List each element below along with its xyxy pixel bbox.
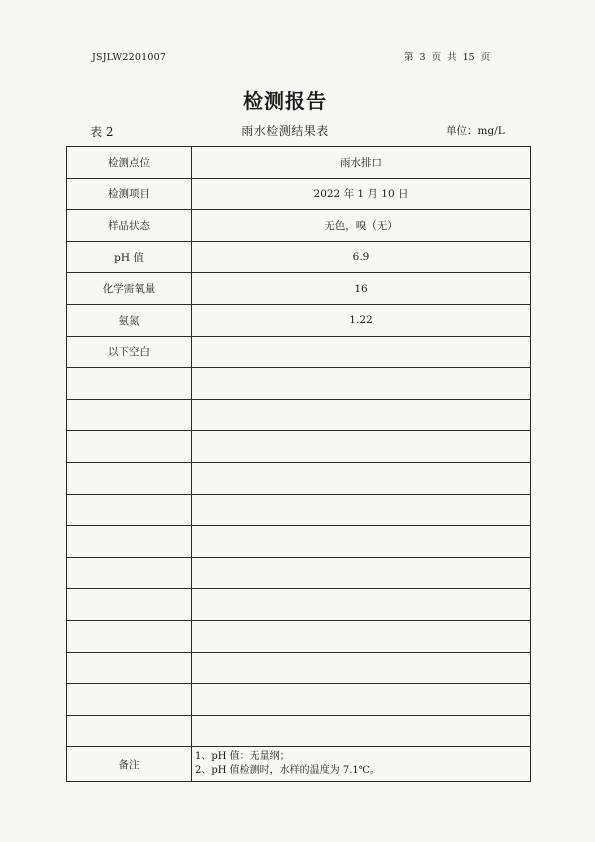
row-label: 检测项目 xyxy=(67,178,192,210)
row-value xyxy=(192,589,531,621)
row-label xyxy=(67,715,192,747)
row-value xyxy=(192,494,531,526)
table-row xyxy=(67,147,531,179)
row-value xyxy=(192,336,531,368)
row-value xyxy=(192,526,531,558)
row-value xyxy=(192,431,531,463)
row-value: 雨水排口 xyxy=(192,147,531,179)
table-row xyxy=(67,462,531,494)
row-value xyxy=(192,684,531,716)
remark-line-2: 2、pH 值检测时，水样的温度为 7.1℃。 xyxy=(195,765,380,777)
row-label xyxy=(67,399,192,431)
row-label xyxy=(67,652,192,684)
row-value xyxy=(192,715,531,747)
row-label: 样品状态 xyxy=(67,210,192,242)
row-label xyxy=(67,684,192,716)
table-row xyxy=(67,178,531,210)
table-row xyxy=(67,399,531,431)
table-row xyxy=(67,336,531,368)
row-label: 化学需氧量 xyxy=(67,273,192,305)
table-row xyxy=(67,684,531,716)
row-label xyxy=(67,620,192,652)
unit-label: 单位：mg/L xyxy=(446,125,505,137)
row-label xyxy=(67,494,192,526)
row-label xyxy=(67,557,192,589)
table-row xyxy=(67,589,531,621)
row-value xyxy=(192,368,531,400)
table-row xyxy=(67,273,531,305)
row-label xyxy=(67,462,192,494)
document-id: JSJLW2201007 xyxy=(92,52,167,63)
row-value: 6.9 xyxy=(192,241,531,273)
row-value xyxy=(192,557,531,589)
table-number: 表 2 xyxy=(90,125,114,139)
table-row xyxy=(67,431,531,463)
table-row xyxy=(67,210,531,242)
row-value xyxy=(192,399,531,431)
row-label xyxy=(67,589,192,621)
row-value: 无色，嗅（无） xyxy=(192,210,531,242)
results-table xyxy=(66,146,531,782)
row-value xyxy=(192,620,531,652)
remarks-label: 备注 xyxy=(67,747,192,782)
remarks-row xyxy=(67,747,531,782)
row-label xyxy=(67,368,192,400)
remark-line-1: 1、pH 值：无量纲； xyxy=(195,751,290,763)
table-row xyxy=(67,368,531,400)
remarks-text xyxy=(192,747,531,782)
table-caption: 雨水检测结果表 xyxy=(241,124,329,138)
row-label: 检测点位 xyxy=(67,147,192,179)
table-row xyxy=(67,304,531,336)
table-row xyxy=(67,526,531,558)
row-value: 1.22 xyxy=(192,304,531,336)
row-label xyxy=(67,526,192,558)
row-value xyxy=(192,652,531,684)
row-value xyxy=(192,462,531,494)
row-label xyxy=(67,431,192,463)
page-number: 第 3 页 共 15 页 xyxy=(404,52,491,63)
report-title: 检测报告 xyxy=(243,89,327,113)
table-row xyxy=(67,715,531,747)
table-row xyxy=(67,241,531,273)
table-row xyxy=(67,557,531,589)
row-label: 以下空白 xyxy=(67,336,192,368)
row-value: 2022 年 1 月 10 日 xyxy=(192,178,531,210)
table-row xyxy=(67,494,531,526)
row-value: 16 xyxy=(192,273,531,305)
row-label: 氨氮 xyxy=(67,304,192,336)
row-label: pH 值 xyxy=(67,241,192,273)
table-row xyxy=(67,620,531,652)
table-row xyxy=(67,652,531,684)
